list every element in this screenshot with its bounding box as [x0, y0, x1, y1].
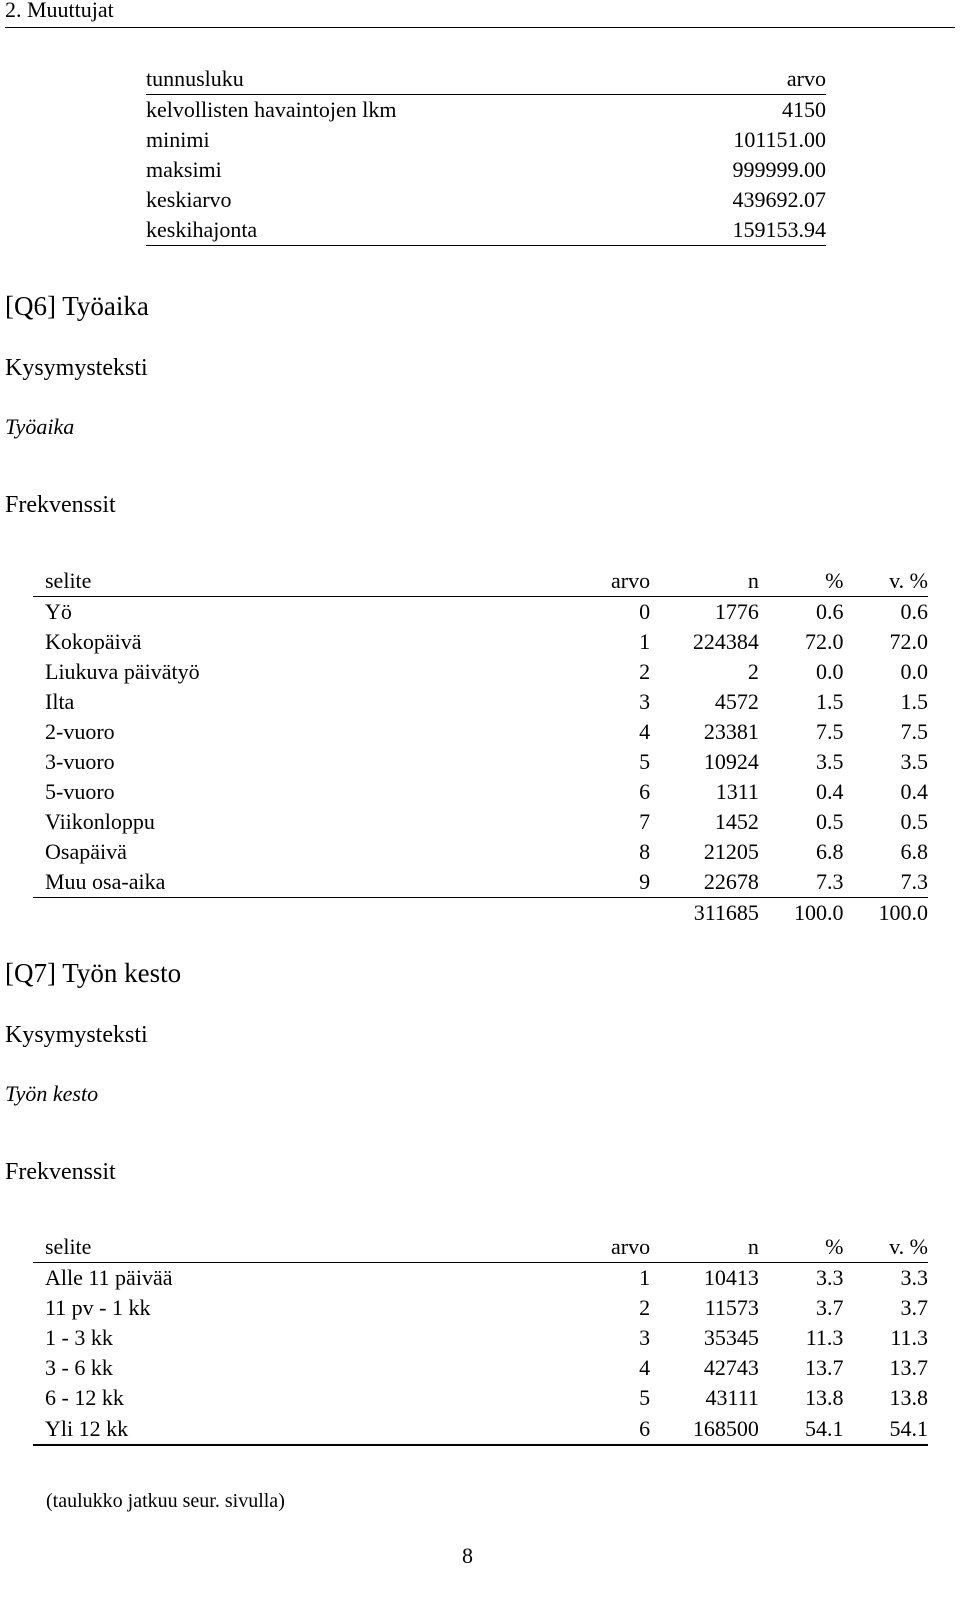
- cell-percent: 7.3: [759, 867, 844, 898]
- table-row: [33, 1293, 928, 1323]
- table-row: [33, 1323, 928, 1353]
- table-row: [33, 657, 928, 687]
- q7-title: [Q7] Työn kesto: [5, 958, 182, 988]
- cell-n: 1311: [715, 779, 759, 804]
- cell-n: 10413: [703, 1265, 759, 1290]
- cell-valid-percent: 0.4: [900, 779, 928, 804]
- cell-percent: 72.0: [804, 629, 844, 654]
- cell-percent: 3.5: [815, 749, 844, 774]
- table-row: [33, 1263, 928, 1294]
- col-arvo: arvo: [595, 566, 650, 597]
- cell-selite: Yli 12 kk: [33, 1413, 595, 1445]
- cell-selite: 2-vuoro: [45, 719, 115, 744]
- summary-label: maksimi: [146, 157, 222, 182]
- cell-n: 22678: [650, 867, 759, 898]
- q6-frequency-heading: Frekvenssit: [5, 492, 116, 518]
- cell-n: 43111: [705, 1385, 759, 1410]
- cell-percent: 0.6: [815, 599, 844, 624]
- q6-frequency-table: [33, 566, 928, 928]
- col-valid-percent: v. %: [843, 1232, 928, 1263]
- cell-n: 23381: [703, 719, 759, 744]
- cell-n: 224384: [692, 629, 759, 654]
- cell-n: 1452: [714, 809, 759, 834]
- cell-n: 42743: [703, 1355, 759, 1380]
- summary-label: keskiarvo: [146, 187, 232, 212]
- cell-valid-percent: 3.3: [900, 1265, 928, 1290]
- summary-label: kelvollisten havaintojen lkm: [146, 97, 397, 122]
- table-row: [33, 867, 928, 898]
- cell-selite: 3 - 6 kk: [45, 1355, 113, 1380]
- cell-selite: 3-vuoro: [45, 749, 115, 774]
- table-row: [33, 1413, 928, 1445]
- col-arvo: arvo: [595, 1232, 650, 1263]
- cell-n: 35345: [703, 1325, 759, 1350]
- cell-n: 168500: [650, 1413, 759, 1445]
- cell-percent: 13.7: [804, 1355, 844, 1380]
- summary-value: 999999.00: [732, 157, 826, 182]
- cell-arvo: 9: [595, 867, 650, 898]
- q6-question-text: Työaika: [5, 414, 75, 439]
- summary-label: minimi: [146, 127, 210, 152]
- cell-n: 1776: [714, 599, 759, 624]
- cell-arvo: 1: [639, 1265, 651, 1290]
- total-row: [33, 898, 928, 929]
- q7-question-text: Työn kesto: [5, 1081, 99, 1106]
- col-selite: selite: [33, 566, 595, 597]
- table-continues-note: (taulukko jatkuu seur. sivulla): [46, 1490, 285, 1512]
- table-row: [146, 95, 826, 126]
- cell-valid-percent: 1.5: [900, 689, 928, 714]
- table-row: [33, 627, 928, 657]
- cell-arvo: 4: [639, 1355, 651, 1380]
- cell-n: 2: [747, 659, 759, 684]
- cell-valid-percent: 13.8: [889, 1385, 928, 1410]
- cell-selite: Viikonloppu: [45, 809, 155, 834]
- summary-value: 4150: [782, 97, 826, 122]
- summary-col-value: arvo: [641, 64, 826, 95]
- summary-value: 101151.00: [733, 127, 826, 152]
- cell-percent: 0.4: [815, 779, 844, 804]
- q6-question-heading: Kysymysteksti: [5, 355, 148, 381]
- cell-arvo: 7: [639, 809, 651, 834]
- cell-arvo: 8: [639, 839, 651, 864]
- table-row: [33, 1383, 928, 1413]
- table-row: [33, 807, 928, 837]
- col-percent: %: [759, 1232, 844, 1263]
- cell-n: 11573: [704, 1295, 759, 1320]
- summary-label: keskihajonta: [146, 215, 641, 246]
- total-percent: 100.0: [793, 900, 844, 925]
- cell-percent: 13.8: [804, 1385, 844, 1410]
- cell-percent: 54.1: [759, 1413, 844, 1445]
- cell-valid-percent: 3.5: [900, 749, 928, 774]
- cell-arvo: 5: [639, 1385, 651, 1410]
- cell-selite: Osapäivä: [45, 839, 127, 864]
- col-n: n: [650, 1232, 759, 1263]
- cell-valid-percent: 54.1: [843, 1413, 928, 1445]
- cell-selite: Liukuva päivätyö: [45, 659, 200, 684]
- table-row: [33, 747, 928, 777]
- cell-percent: 3.3: [815, 1265, 844, 1290]
- table-row: [146, 215, 826, 246]
- table-row: [146, 125, 826, 155]
- summary-header-row: [146, 64, 826, 95]
- cell-percent: 3.7: [815, 1295, 844, 1320]
- cell-arvo: 3: [639, 1325, 651, 1350]
- cell-valid-percent: 13.7: [889, 1355, 928, 1380]
- cell-arvo: 6: [639, 779, 651, 804]
- cell-selite: 5-vuoro: [45, 779, 115, 804]
- cell-empty: [595, 898, 650, 929]
- cell-arvo: 0: [639, 599, 651, 624]
- cell-percent: 7.5: [815, 719, 844, 744]
- col-n: n: [650, 566, 759, 597]
- cell-empty: [33, 898, 595, 929]
- cell-arvo: 2: [639, 659, 651, 684]
- summary-value: 439692.07: [732, 187, 826, 212]
- cell-n: 21205: [703, 839, 759, 864]
- table-row: [33, 837, 928, 867]
- cell-percent: 1.5: [815, 689, 844, 714]
- cell-percent: 0.5: [815, 809, 844, 834]
- table-row: [146, 185, 826, 215]
- cell-arvo: 5: [639, 749, 651, 774]
- cell-valid-percent: 7.5: [900, 719, 928, 744]
- cell-percent: 6.8: [815, 839, 844, 864]
- cell-selite: Kokopäivä: [45, 629, 142, 654]
- cell-valid-percent: 6.8: [900, 839, 928, 864]
- q6-title: [Q6] Työaika: [5, 291, 149, 321]
- cell-n: 10924: [703, 749, 759, 774]
- cell-selite: Alle 11 päivää: [45, 1265, 173, 1290]
- cell-valid-percent: 11.3: [890, 1325, 928, 1350]
- total-n: 311685: [693, 900, 759, 925]
- cell-selite: Yö: [45, 599, 72, 624]
- table-row: [33, 597, 928, 628]
- table-row: [33, 1353, 928, 1383]
- cell-selite: 6 - 12 kk: [45, 1385, 124, 1410]
- col-valid-percent: v. %: [843, 566, 928, 597]
- cell-arvo: 2: [639, 1295, 651, 1320]
- frequency-header-row: [33, 566, 928, 597]
- cell-selite: Ilta: [45, 689, 75, 714]
- section-header: 2. Muuttujat: [5, 0, 114, 22]
- cell-arvo: 6: [595, 1413, 650, 1445]
- col-selite: selite: [33, 1232, 595, 1263]
- cell-valid-percent: 0.0: [900, 659, 928, 684]
- table-row: [33, 777, 928, 807]
- cell-valid-percent: 0.5: [900, 809, 928, 834]
- cell-selite: 1 - 3 kk: [45, 1325, 113, 1350]
- cell-percent: 0.0: [815, 659, 844, 684]
- table-row: [33, 687, 928, 717]
- cell-arvo: 1: [639, 629, 651, 654]
- cell-n: 4572: [714, 689, 759, 714]
- cell-valid-percent: 72.0: [889, 629, 928, 654]
- frequency-header-row: [33, 1232, 928, 1263]
- col-percent: %: [759, 566, 844, 597]
- cell-valid-percent: 7.3: [843, 867, 928, 898]
- summary-value: 159153.94: [641, 215, 826, 246]
- q7-frequency-table: [33, 1232, 928, 1446]
- table-row: [146, 155, 826, 185]
- summary-col-label: tunnusluku: [146, 64, 641, 95]
- page-number: 8: [462, 1543, 473, 1568]
- summary-table: [146, 64, 826, 246]
- q7-question-heading: Kysymysteksti: [5, 1022, 148, 1048]
- cell-arvo: 3: [639, 689, 651, 714]
- total-valid-percent: 100.0: [878, 900, 928, 925]
- q7-frequency-heading: Frekvenssit: [5, 1159, 116, 1185]
- cell-selite: Muu osa-aika: [33, 867, 595, 898]
- table-row: [33, 717, 928, 747]
- cell-valid-percent: 3.7: [900, 1295, 928, 1320]
- cell-selite: 11 pv - 1 kk: [45, 1295, 151, 1320]
- cell-percent: 11.3: [805, 1325, 844, 1350]
- cell-valid-percent: 0.6: [900, 599, 928, 624]
- header-rule: [5, 27, 955, 28]
- cell-arvo: 4: [639, 719, 651, 744]
